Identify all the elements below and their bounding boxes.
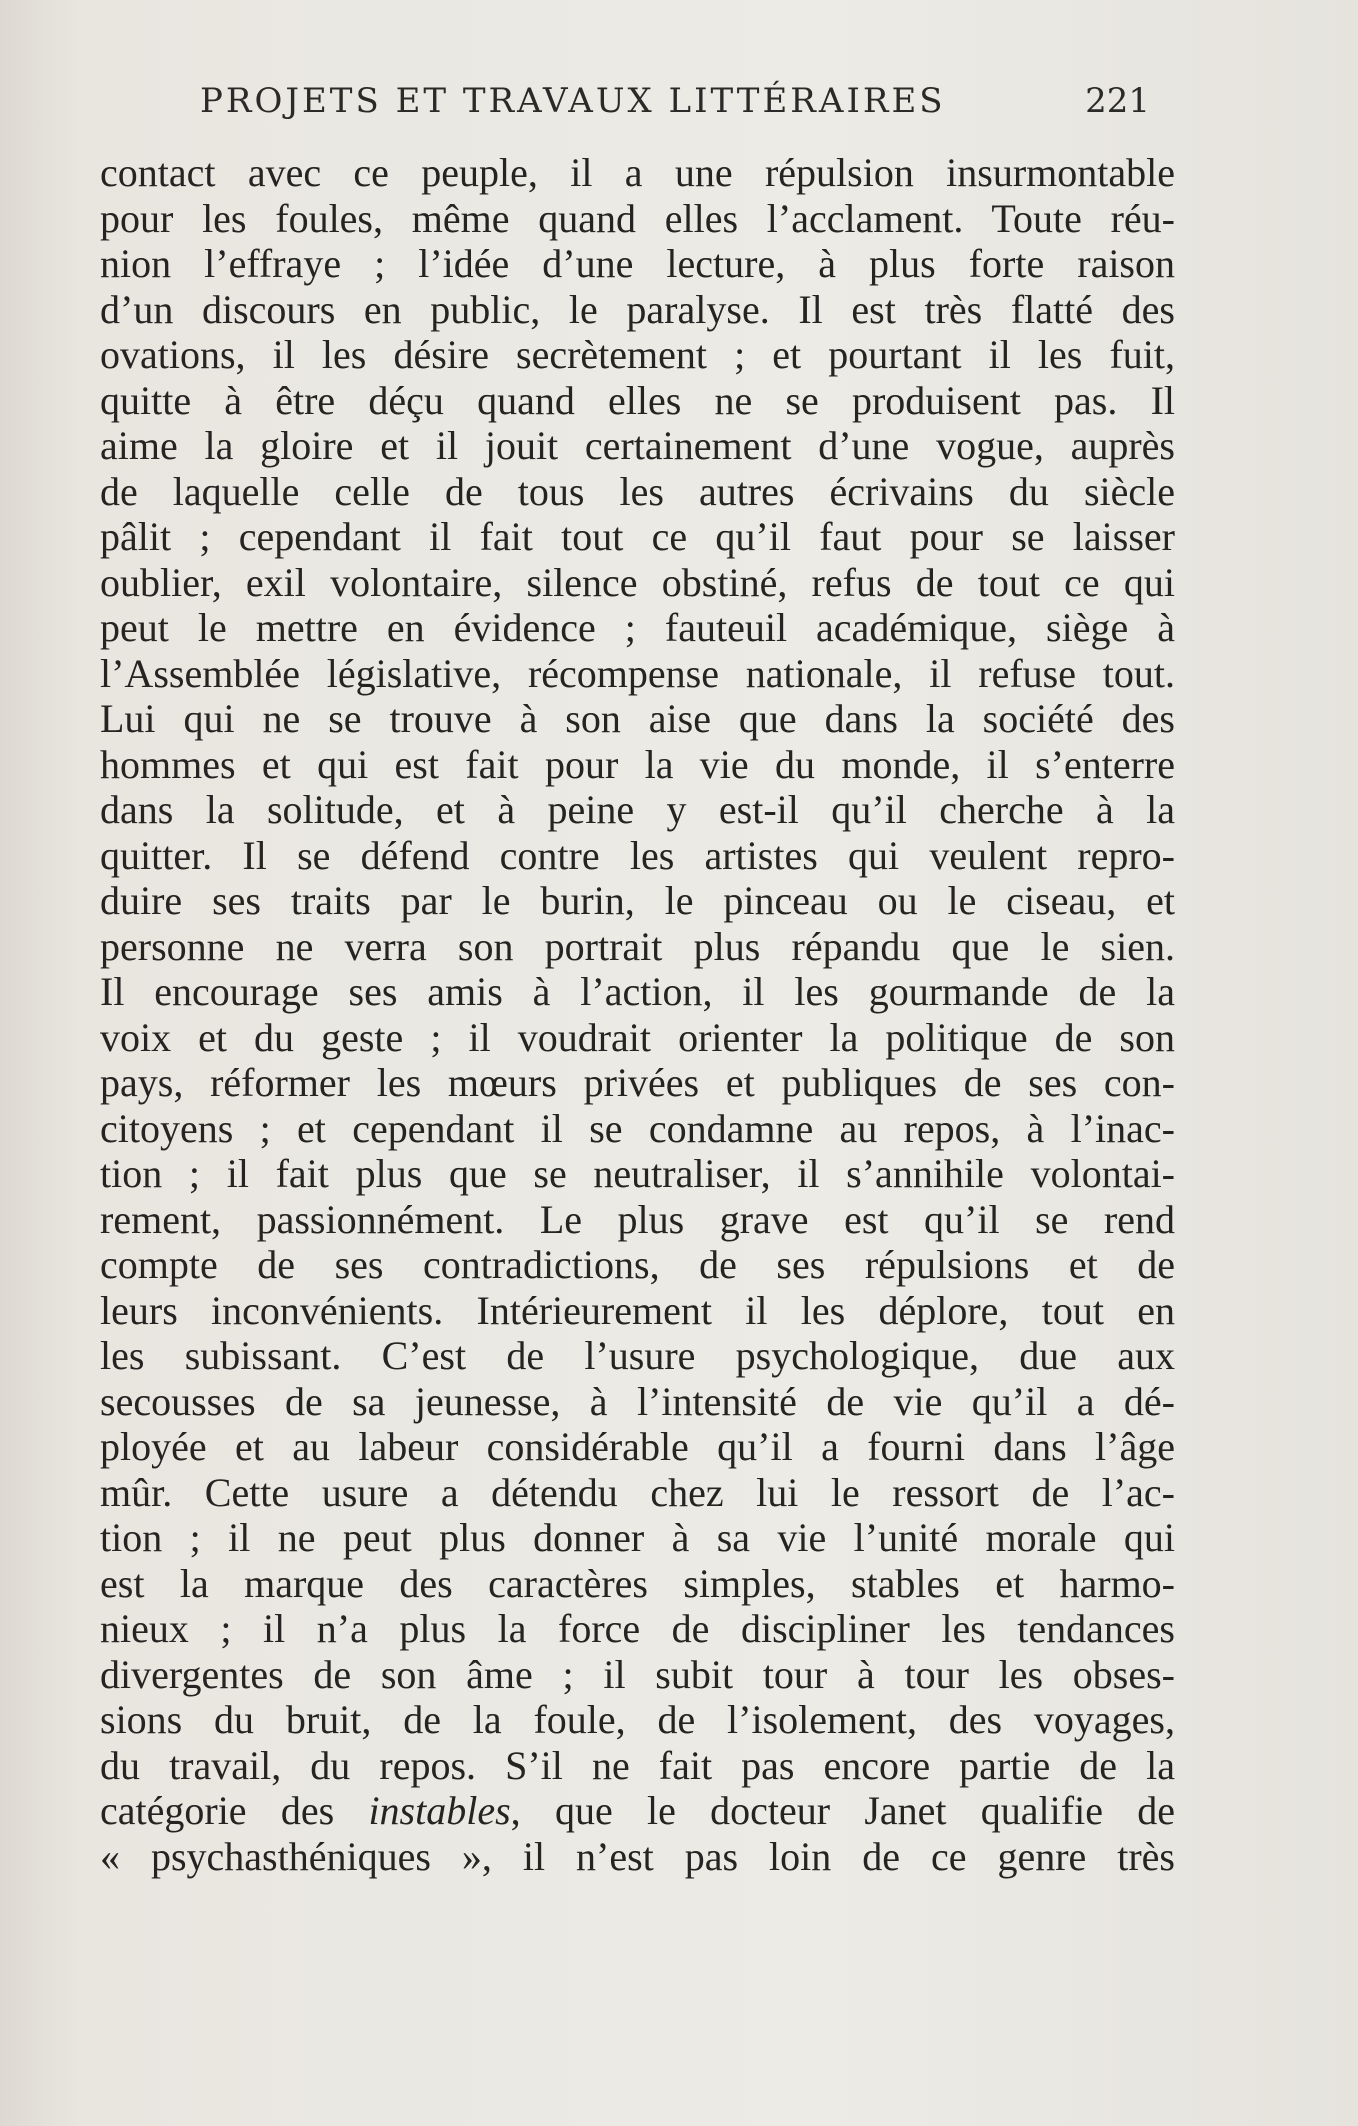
text-line: personne ne verra son portrait plus répandu que le sien. bbox=[100, 923, 1175, 969]
text-line: peut le mettre en évidence ; fauteuil académique, siège à bbox=[100, 605, 1175, 650]
text-line: quitter. Il se défend contre les artistes qui veulent repro- bbox=[100, 832, 1175, 878]
text-line: sions du bruit, de la foule, de l’isolement, des voyages, bbox=[100, 1697, 1175, 1742]
text-line: est la marque des caractères simples, stables et harmo- bbox=[100, 1560, 1175, 1606]
text-line: de laquelle celle de tous les autres écrivains du siècle bbox=[100, 468, 1175, 514]
text-segment: catégorie des bbox=[100, 1788, 369, 1833]
text-line: leurs inconvénients. Intérieurement il les déplore, tout en bbox=[100, 1287, 1175, 1333]
text-line: ovations, il les désire secrètement ; et pourtant il les fuit, bbox=[100, 332, 1175, 377]
text-line: tion ; il ne peut plus donner à sa vie l’unité morale qui bbox=[100, 1515, 1175, 1560]
text-line: duire ses traits par le burin, le pinceau ou le ciseau, et bbox=[100, 878, 1175, 923]
text-line: rement, passionnément. Le plus grave est qu’il se rend bbox=[100, 1196, 1175, 1242]
text-line: secousses de sa jeunesse, à l’intensité de vie qu’il a dé- bbox=[100, 1378, 1175, 1424]
text-line: « psychasthéniques », il n’est pas loin de ce genre très bbox=[100, 1833, 1175, 1879]
text-line: voix et du geste ; il voudrait orienter la politique de son bbox=[100, 1014, 1175, 1060]
text-line: nieux ; il n’a plus la force de discipliner les tendances bbox=[100, 1606, 1175, 1651]
text-line: ployée et au labeur considérable qu’il a fourni dans l’âge bbox=[100, 1424, 1175, 1469]
text-line: d’un discours en public, le paralyse. Il est très flatté des bbox=[100, 286, 1175, 332]
italic-term: instables bbox=[368, 1788, 511, 1833]
text-line: pâlit ; cependant il fait tout ce qu’il faut pour se laisser bbox=[100, 514, 1175, 559]
text-line: mûr. Cette usure a détendu chez lui le ressort de l’ac- bbox=[100, 1469, 1175, 1515]
text-line: du travail, du repos. S’il ne fait pas encore partie de la bbox=[100, 1742, 1175, 1788]
text-line: citoyens ; et cependant il se condamne au repos, à l’inac- bbox=[100, 1105, 1175, 1151]
running-title: PROJETS ET TRAVAUX LITTÉRAIRES bbox=[200, 81, 946, 121]
text-line: quitte à être déçu quand elles ne se produisent pas. Il bbox=[100, 377, 1175, 423]
body-text bbox=[100, 150, 1175, 1879]
text-line: tion ; il fait plus que se neutraliser, il s’annihile volontai- bbox=[100, 1151, 1175, 1196]
text-line: dans la solitude, et à peine y est-il qu’il cherche à la bbox=[100, 787, 1175, 832]
text-line: aime la gloire et il jouit certainement d’une vogue, auprès bbox=[100, 423, 1175, 468]
text-line: Lui qui ne se trouve à son aise que dans la société des bbox=[100, 696, 1175, 741]
text-line: contact avec ce peuple, il a une répulsion insurmontable bbox=[100, 150, 1175, 195]
text-line: les subissant. C’est de l’usure psychologique, due aux bbox=[100, 1333, 1175, 1378]
text-line: l’Assemblée législative, récompense nationale, il refuse tout. bbox=[100, 650, 1175, 696]
text-line: compte de ses contradictions, de ses répulsions et de bbox=[100, 1242, 1175, 1287]
text-line: Il encourage ses amis à l’action, il les gourmande de la bbox=[100, 969, 1175, 1014]
page-number: 221 bbox=[1085, 81, 1150, 121]
text-line: nion l’effraye ; l’idée d’une lecture, à plus forte raison bbox=[100, 241, 1175, 286]
text-segment: , que le docteur Janet qualifie de bbox=[510, 1788, 1175, 1833]
text-line: oublier, exil volontaire, silence obstiné, refus de tout ce qui bbox=[100, 559, 1175, 605]
text-line: pour les foules, même quand elles l’acclament. Toute réu- bbox=[100, 195, 1175, 241]
text-line: divergentes de son âme ; il subit tour à tour les obses- bbox=[100, 1651, 1175, 1697]
text-line: hommes et qui est fait pour la vie du monde, il s’enterre bbox=[100, 741, 1175, 787]
text-line-with-italic bbox=[100, 1788, 1175, 1834]
text-line: pays, réformer les mœurs privées et publiques de ses con- bbox=[100, 1060, 1175, 1105]
page-header bbox=[200, 76, 1160, 126]
